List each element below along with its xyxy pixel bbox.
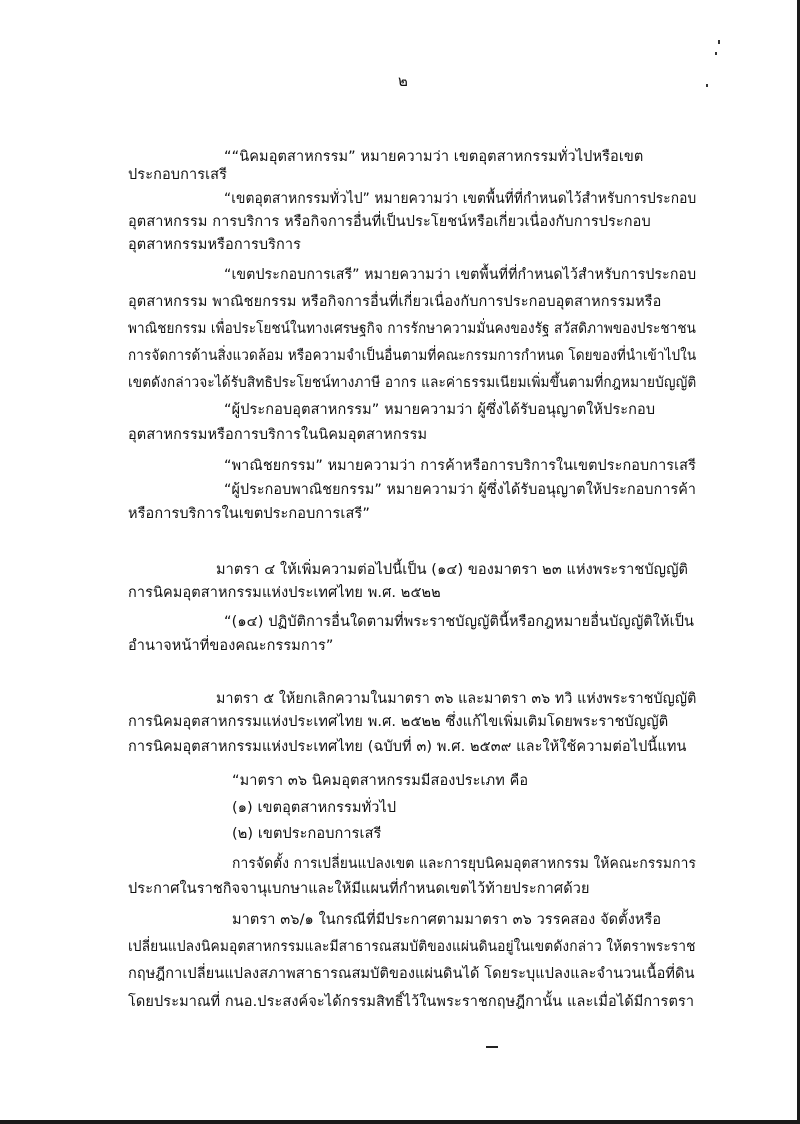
body-line: เปลี่ยนแปลงนิคมอุตสาหกรรมและมีสาธารณสมบัติของแผ่นดินอยู่ในเขตดังกล่าว ให้ตราพระราช [128, 939, 696, 955]
section-heading: มาตรา ๓๖/๑ ในกรณีที่มีประกาศตามมาตรา ๓๖ วรรคสอง จัดตั้งหรือ [232, 912, 662, 928]
list-item: (๑) เขตอุตสาหกรรมทั่วไป [232, 800, 397, 816]
scan-speck [718, 40, 720, 44]
body-line: การนิคมอุตสาหกรรมแห่งประเทศไทย พ.ศ. ๒๕๒๒ [128, 585, 441, 601]
body-line: อำนาจหน้าที่ของคณะกรรมการ” [128, 638, 334, 654]
page-border-bottom [0, 1120, 800, 1124]
page-end-dash [486, 1046, 498, 1048]
body-line: การจัดตั้ง การเปลี่ยนแปลงเขต และการยุบนิคมอุตสาหกรรม ให้คณะกรรมการ [232, 856, 696, 872]
section-heading: มาตรา ๕ ให้ยกเลิกความในมาตรา ๓๖ และมาตรา ๓๖ ทวิ แห่งพระราชบัญญัติ [216, 691, 697, 707]
body-line: การนิคมอุตสาหกรรมแห่งประเทศไทย พ.ศ. ๒๕๒๒ ซึ่งแก้ไขเพิ่มเติมโดยพระราชบัญญัติ [128, 714, 669, 730]
body-line: “ผู้ประกอบอุตสาหกรรม” หมายความว่า ผู้ซึ่งได้รับอนุญาตให้ประกอบ [224, 402, 656, 418]
body-line: ประกอบการเสรี [128, 167, 227, 183]
body-line: พาณิชยกรรม เพื่อประโยชน์ในทางเศรษฐกิจ การรักษาความมั่นคงของรัฐ สวัสดิภาพของประชาชน [128, 321, 696, 337]
body-line: ““นิคมอุตสาหกรรม” หมายความว่า เขตอุตสาหกรรมทั่วไปหรือเขต [224, 149, 644, 165]
body-line: “เขตประกอบการเสรี” หมายความว่า เขตพื้นที่ที่กำหนดไว้สำหรับการประกอบ [224, 267, 697, 283]
scan-speck [706, 84, 708, 87]
body-line: “มาตรา ๓๖ นิคมอุตสาหกรรมมีสองประเภท คือ [232, 773, 529, 789]
body-line: หรือการบริการในเขตประกอบการเสรี” [128, 506, 370, 522]
body-line: “พาณิชยกรรม” หมายความว่า การค้าหรือการบริการในเขตประกอบการเสรี [224, 458, 696, 474]
body-line: อุตสาหกรรมหรือการบริการในนิคมอุตสาหกรรม [128, 427, 428, 443]
body-line: “ผู้ประกอบพาณิชยกรรม” หมายความว่า ผู้ซึ่งได้รับอนุญาตให้ประกอบการค้า [224, 482, 697, 498]
body-line: การนิคมอุตสาหกรรมแห่งประเทศไทย (ฉบับที่ ๓) พ.ศ. ๒๕๓๙ และให้ใช้ความต่อไปนี้แทน [128, 739, 687, 755]
section-heading: มาตรา ๔ ให้เพิ่มความต่อไปนี้เป็น (๑๔) ของมาตรา ๒๓ แห่งพระราชบัญญัติ [216, 562, 689, 578]
body-line: โดยประมาณที่ กนอ.ประสงค์จะได้กรรมสิทธิ์ไว้ในพระราชกฤษฎีกานั้น และเมื่อได้มีการตรา [128, 994, 695, 1010]
body-line: กฤษฎีกาเปลี่ยนแปลงสภาพสาธารณสมบัติของแผ่นดินได้ โดยระบุแปลงและจำนวนเนื้อที่ดิน [128, 966, 695, 982]
body-line: ประกาศในราชกิจจานุเบกษาและให้มีแผนที่กำหนดเขตไว้ท้ายประกาศด้วย [128, 881, 590, 897]
body-line: อุตสาหกรรมหรือการบริการ [128, 237, 302, 253]
body-line: การจัดการด้านสิ่งแวดล้อม หรือความจำเป็นอื่นตามที่คณะกรรมการกำหนด โดยของที่นำเข้าไปใน [128, 348, 697, 364]
body-line: อุตสาหกรรม พาณิชยกรรม หรือกิจการอื่นที่เกี่ยวเนื่องกับการประกอบอุตสาหกรรมหรือ [128, 294, 662, 310]
body-line: เขตดังกล่าวจะได้รับสิทธิประโยชน์ทางภาษี อากร และค่าธรรมเนียมเพิ่มขึ้นตามที่กฎหมายบัญญัติ [128, 375, 697, 391]
body-line: “เขตอุตสาหกรรมทั่วไป” หมายความว่า เขตพื้นที่ที่กำหนดไว้สำหรับการประกอบ [224, 191, 697, 207]
scan-speck [715, 52, 717, 55]
page-number: ๒ [398, 72, 408, 90]
body-line: อุตสาหกรรม การบริการ หรือกิจการอื่นที่เป็นประโยชน์หรือเกี่ยวเนื่องกับการประกอบ [128, 214, 651, 230]
body-line: “(๑๔) ปฏิบัติการอื่นใดตามที่พระราชบัญญัตินี้หรือกฎหมายอื่นบัญญัติให้เป็น [224, 614, 695, 630]
list-item: (๒) เขตประกอบการเสรี [232, 826, 382, 842]
